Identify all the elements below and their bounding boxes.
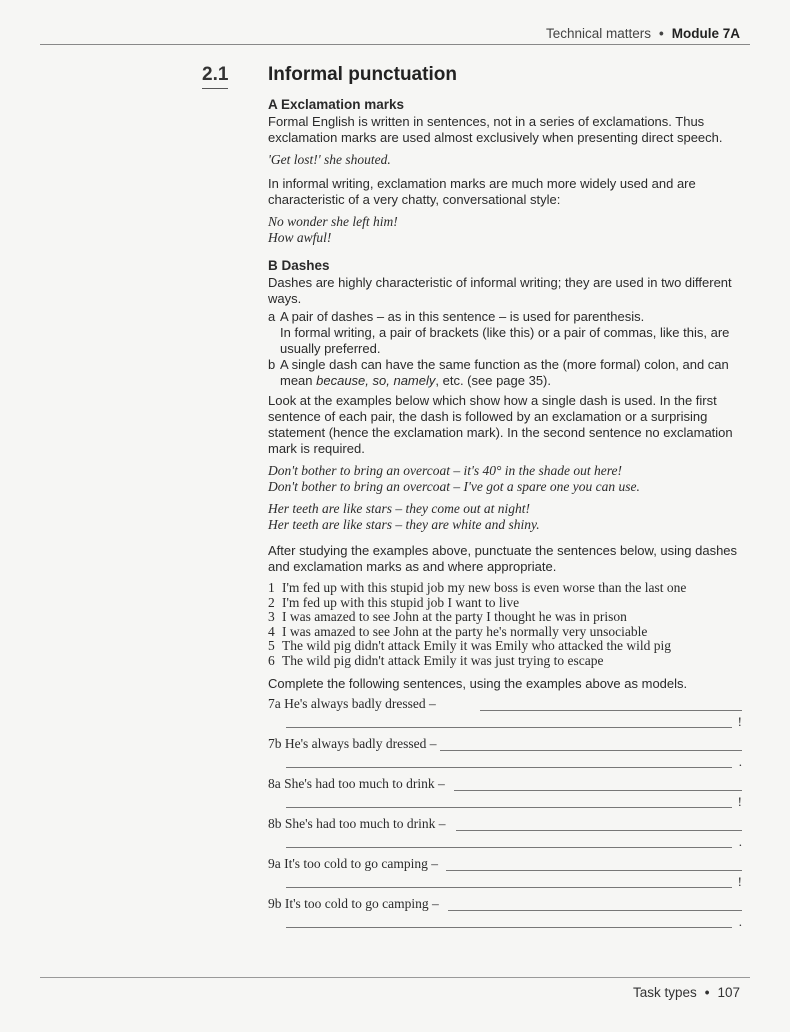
completion-end-mark: . bbox=[738, 834, 742, 849]
main-content bbox=[268, 97, 742, 936]
item-text: I'm fed up with this stupid job my new boss is even worse than the last one bbox=[282, 580, 687, 595]
answer-line[interactable] bbox=[440, 750, 742, 751]
list-item bbox=[268, 610, 742, 625]
item-text: The wild pig didn't attack Emily it was Emily who attacked the wild pig bbox=[282, 638, 671, 653]
item-number: 4 bbox=[268, 623, 275, 639]
completion-end-mark: ! bbox=[737, 714, 742, 729]
footer-divider bbox=[40, 977, 750, 978]
answer-line[interactable] bbox=[286, 767, 732, 768]
list-item bbox=[268, 639, 742, 654]
header-bullet: • bbox=[659, 26, 664, 41]
completion-prompt: 7b He's always badly dressed – bbox=[268, 736, 437, 751]
footer-label: Task types bbox=[632, 985, 697, 1000]
dash-uses-list bbox=[268, 309, 742, 389]
running-header bbox=[546, 26, 740, 41]
answer-line[interactable] bbox=[286, 927, 732, 928]
item-label: b bbox=[268, 357, 276, 372]
list-item bbox=[268, 581, 742, 596]
answer-line[interactable] bbox=[448, 910, 742, 911]
running-footer bbox=[633, 985, 740, 1000]
item-number: 2 bbox=[268, 594, 275, 610]
section-title: Informal punctuation bbox=[268, 64, 457, 85]
section-number: 2.1 bbox=[202, 64, 228, 89]
item-text: I'm fed up with this stupid job I want to live bbox=[282, 594, 520, 610]
answer-line[interactable] bbox=[446, 870, 742, 871]
completion-item-7a bbox=[268, 696, 742, 736]
completion-end-mark: ! bbox=[737, 874, 742, 889]
item-label: a bbox=[268, 309, 276, 324]
heading-exclamation-marks: A Exclamation marks bbox=[268, 97, 405, 112]
completion-prompt: 9a It's too cold to go camping – bbox=[268, 856, 439, 871]
footer-bullet: • bbox=[704, 985, 710, 1000]
example-direct-speech bbox=[268, 152, 742, 168]
example-informal bbox=[268, 214, 742, 246]
header-section: Technical matters bbox=[545, 26, 651, 41]
completion-item-7b bbox=[268, 736, 742, 776]
item-text-continued: In formal writing, a pair of brackets (like this) or a pair of commas, like this, are usually preferred. bbox=[280, 325, 730, 356]
answer-line[interactable] bbox=[286, 847, 732, 848]
item-text: The wild pig didn't attack Emily it was just trying to escape bbox=[282, 652, 604, 668]
item-number: 3 bbox=[268, 609, 275, 624]
completion-end-mark: . bbox=[738, 914, 742, 929]
list-item bbox=[268, 654, 742, 669]
item-text: I was amazed to see John at the party I thought he was in prison bbox=[282, 609, 627, 624]
answer-line[interactable] bbox=[286, 727, 732, 728]
item-number: 6 bbox=[268, 652, 275, 668]
answer-line[interactable] bbox=[454, 790, 742, 791]
answer-line[interactable] bbox=[286, 887, 732, 888]
answer-line[interactable] bbox=[480, 710, 742, 711]
paragraph-b1: Dashes are highly characteristic of informal writing; they are used in two different ways. bbox=[268, 275, 732, 306]
dash-use-b bbox=[268, 357, 742, 389]
completion-item-9b bbox=[268, 896, 742, 936]
heading-dashes: B Dashes bbox=[268, 258, 330, 273]
example-line: Her teeth are like stars – they are white and shiny. bbox=[268, 517, 540, 532]
completion-end-mark: . bbox=[738, 754, 742, 769]
paragraph-a1: Formal English is written in sentences, not in a series of exclamations. Thus exclamation marks are used almost exclusively when presenting direct speech. bbox=[268, 114, 723, 145]
header-divider bbox=[40, 44, 750, 45]
answer-line[interactable] bbox=[456, 830, 742, 831]
item-text: A pair of dashes – as in this sentence – is used for parenthesis. bbox=[280, 309, 645, 324]
completion-end-mark: ! bbox=[737, 794, 742, 809]
item-text: A single dash can have the same function as the (more formal) colon, and can mean bbox=[280, 357, 729, 388]
completion-prompt: 7a He's always badly dressed – bbox=[268, 696, 436, 711]
completion-item-8b bbox=[268, 816, 742, 856]
paragraph-b4: Complete the following sentences, using the examples above as models. bbox=[268, 676, 688, 691]
completion-prompt: 8a She's had too much to drink – bbox=[268, 776, 445, 791]
paragraph-a2: In informal writing, exclamation marks are much more widely used and are characteristic of a very chatty, conversational style: bbox=[268, 176, 696, 207]
example-line: How awful! bbox=[268, 230, 332, 245]
paragraph-b3: After studying the examples above, punctuate the sentences below, using dashes and exclamation marks as and where appropriate. bbox=[268, 543, 738, 574]
paragraph-b2: Look at the examples below which show how a single dash is used. In the first sentence of each pair, the dash is followed by an exclamation or a surprising statement (hence the exclamation mark). In the second sentence no exclamation mark is required. bbox=[268, 393, 733, 456]
dash-examples bbox=[268, 463, 742, 533]
example-line: Don't bother to bring an overcoat – it's 40° in the shade out here! bbox=[268, 463, 623, 478]
completion-prompt: 8b She's had too much to drink – bbox=[268, 816, 446, 831]
item-number: 1 bbox=[268, 580, 275, 595]
header-module: Module 7A bbox=[671, 26, 740, 41]
completion-exercise bbox=[268, 696, 742, 936]
completion-item-8a bbox=[268, 776, 742, 816]
example-line: Don't bother to bring an overcoat – I've got a spare one you can use. bbox=[268, 479, 640, 494]
sentence-list bbox=[268, 581, 742, 668]
example-line: No wonder she left him! bbox=[268, 214, 398, 229]
dash-use-a bbox=[268, 309, 742, 357]
page-number: 107 bbox=[717, 985, 740, 1000]
list-item bbox=[268, 625, 742, 640]
item-text: I was amazed to see John at the party he's normally very unsociable bbox=[282, 623, 648, 639]
completion-item-9a bbox=[268, 856, 742, 896]
example-line: 'Get lost!' she shouted. bbox=[268, 152, 391, 167]
item-number: 5 bbox=[268, 638, 275, 653]
completion-prompt: 9b It's too cold to go camping – bbox=[268, 896, 439, 911]
answer-line[interactable] bbox=[286, 807, 732, 808]
list-item bbox=[268, 596, 742, 611]
item-text-end: , etc. (see page 35). bbox=[435, 373, 551, 388]
item-emphasis: because, so, namely bbox=[316, 373, 436, 388]
example-line: Her teeth are like stars – they come out at night! bbox=[268, 501, 530, 516]
